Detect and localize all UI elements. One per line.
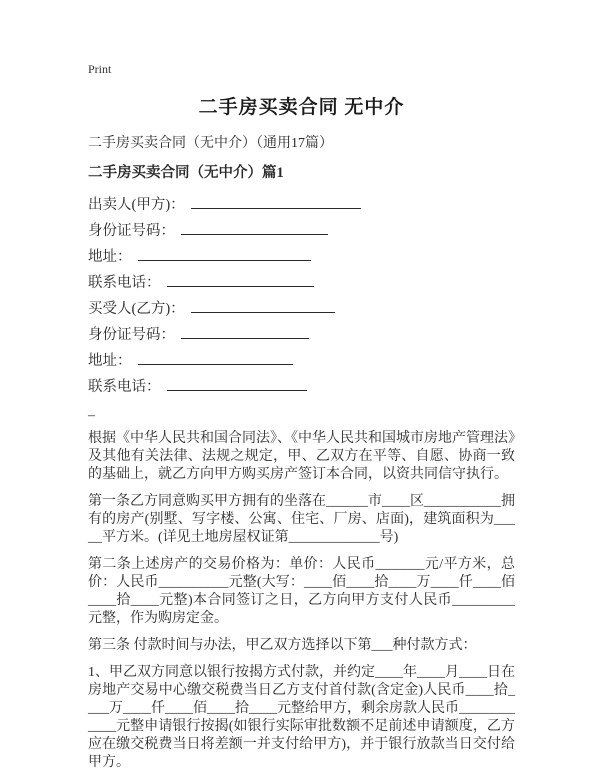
field-seller-address	[88, 247, 515, 264]
paragraph-intro: 根据《中华人民共和国合同法》、《中华人民共和国城市房地产管理法》及其他有关法律、法规之规定，甲、乙双方在平等、自愿、协商一致的基础上，就乙方向甲方购买房产签订本合同，以资共同信守执行。	[88, 431, 515, 482]
field-seller-id-number	[88, 221, 515, 238]
field-label-buyer-id-number: 身份证号码：	[88, 327, 175, 343]
field-buyer-name	[88, 299, 515, 316]
blank-line	[167, 377, 307, 391]
field-seller-phone	[88, 273, 515, 290]
blank-line	[138, 351, 293, 365]
field-label-seller-address: 地址：	[88, 249, 132, 265]
field-label-seller-phone: 联系电话：	[88, 275, 161, 291]
paragraph-article-2: 第二条上述房产的交易价格为：单价：人民币_______元/平方米，总价：人民币__________元整(大写：____佰____拾____万____仟____佰____拾____元整)本合同签订之日，乙方向甲方支付人民币_________元整，作为购房定金。	[88, 557, 515, 626]
field-label-buyer-address: 地址：	[88, 353, 132, 369]
field-label-seller-id-number: 身份证号码：	[88, 223, 175, 239]
field-seller-name	[88, 195, 515, 212]
paragraph-article-1: 第一条乙方同意购买甲方拥有的坐落在______市____区___________拥有的房产(别墅、写字楼、公寓、住宅、厂房、店面)，建筑面积为_____平方米。(详见土地房屋权证第_____________号)	[88, 494, 515, 545]
separator-dash: –	[88, 408, 95, 423]
field-label-seller-name: 出卖人(甲方)：	[88, 197, 185, 213]
field-buyer-phone	[88, 377, 515, 394]
paragraph-article-3: 第三条 付款时间与办法，甲乙双方选择以下第___种付款方式：	[88, 638, 477, 653]
blank-line	[181, 325, 309, 339]
blank-line	[191, 299, 335, 313]
paragraph-clause-1: 1、甲乙双方同意以银行按揭方式付款，并约定____年____月____日在房地产交易中心缴交税费当日乙方支付首付款(含定金)人民币____拾____万____仟____佰____拾____元整给甲方，剩余房款人民币____________元整申请银行按揭(如银行实际审批数额不足前述申请额度，乙方应在缴交税费当日将差额一并支付给甲方)，并于银行放款当日交付给甲方。	[88, 665, 515, 770]
blank-line	[138, 247, 311, 261]
blank-line	[191, 195, 361, 209]
section-heading: 二手房买卖合同（无中介）篇1	[88, 165, 284, 181]
print-link[interactable]: Print	[88, 62, 112, 76]
page-title: 二手房买卖合同 无中介	[198, 97, 405, 118]
field-buyer-id-number	[88, 325, 515, 342]
blank-line	[181, 221, 328, 235]
field-label-buyer-name: 买受人(乙方)：	[88, 301, 185, 317]
field-buyer-address	[88, 351, 515, 368]
field-label-buyer-phone: 联系电话：	[88, 379, 161, 395]
blank-line	[167, 273, 314, 287]
document-subtitle: 二手房买卖合同（无中介）（通用17篇）	[88, 136, 333, 151]
